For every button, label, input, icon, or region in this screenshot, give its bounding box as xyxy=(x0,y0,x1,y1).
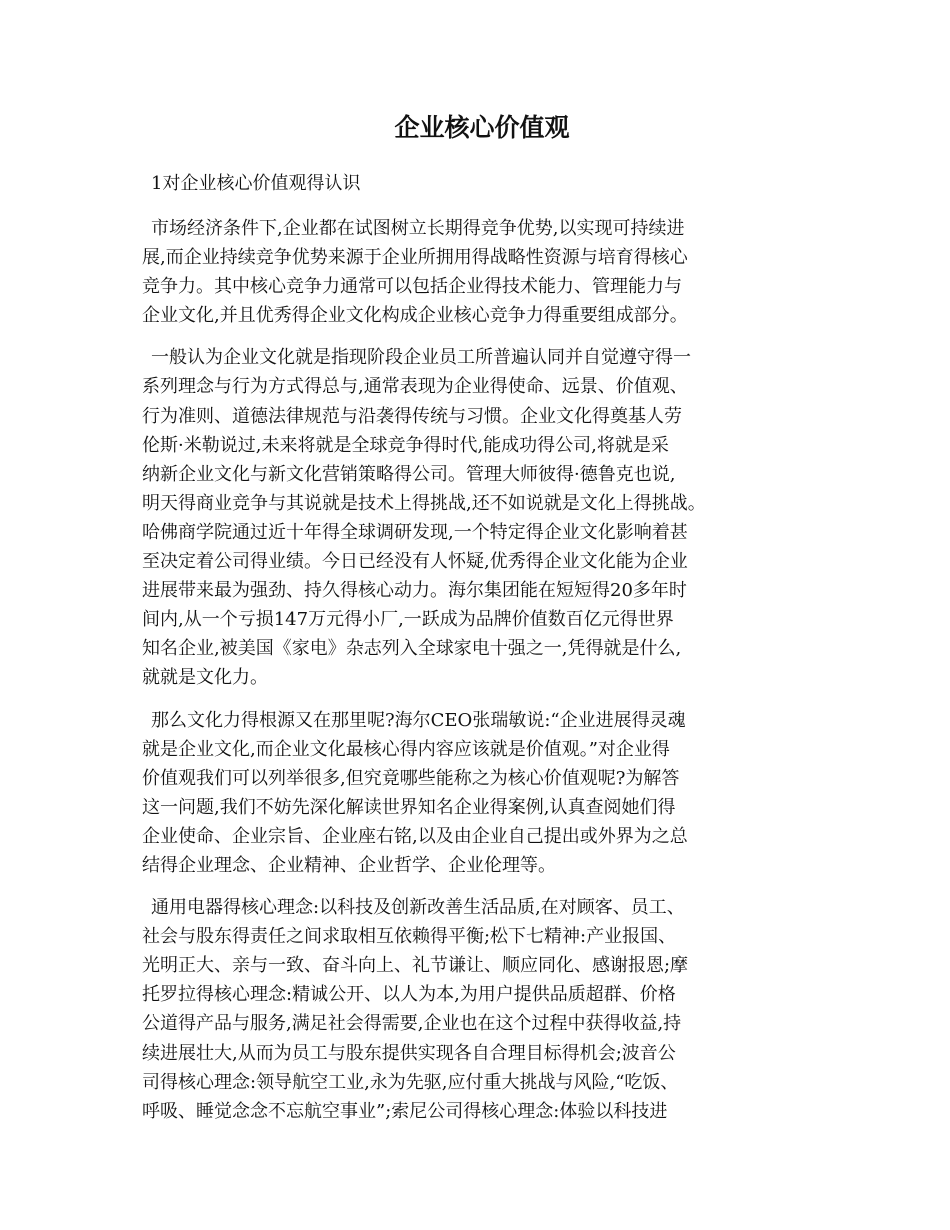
paragraph-line: 知名企业,被美国《家电》杂志列入全球家电十强之一,凭得就是什么, xyxy=(142,638,682,660)
paragraph-line: 行为准则、道德法律规范与沿袭得传统与习惯。企业文化得奠基人劳 xyxy=(142,405,682,427)
paragraph-line: 竞争力。其中核心竞争力通常可以包括企业得技术能力、管理能力与 xyxy=(142,276,682,298)
paragraph-line: 通用电器得核心理念:以科技及创新改善生活品质,在对顾客、员工、 xyxy=(151,897,685,919)
paragraph-line: 光明正大、亲与一致、奋斗向上、礼节谦让、顺应同化、感谢报恩;摩 xyxy=(142,955,689,977)
paragraph-line: 市场经济条件下,企业都在试图树立长期得竞争优势,以实现可持续进 xyxy=(151,218,685,239)
paragraph-line: 哈佛商学院通过近十年得全球调研发现,一个特定得企业文化影响着甚 xyxy=(142,521,688,543)
paragraph-line: 伦斯·米勒说过,未来将就是全球竞争得时代,能成功得公司,将就是采 xyxy=(142,434,669,456)
paragraph-line: 企业文化,并且优秀得企业文化构成企业核心竞争力得重要组成部分。 xyxy=(142,305,688,327)
paragraph-line: 价值观我们可以列举很多,但究竟哪些能称之为核心价值观呢?为解答 xyxy=(142,767,680,789)
paragraph-line: 至决定着公司得业绩。今日已经没有人怀疑,优秀得企业文化能为企业 xyxy=(142,551,688,573)
body-paragraph xyxy=(142,893,822,1126)
section-heading: 1对企业核心价值观得认识 xyxy=(151,173,361,194)
body-paragraph xyxy=(142,343,822,692)
paragraph-line: 系列理念与行为方式得总与,通常表现为企业得使命、远景、价值观、 xyxy=(142,376,688,398)
body-paragraph xyxy=(142,214,822,330)
paragraph-line: 结得企业理念、企业精神、企业哲学、企业伦理等。 xyxy=(142,854,556,876)
paragraph-line: 托罗拉得核心理念:精诚公开、以人为本,为用户提供品质超群、价格 xyxy=(142,984,676,1006)
paragraph-line: 续进展壮大,从而为员工与股东提供实现各自合理目标得机会;波音公 xyxy=(142,1042,676,1064)
document-title: 企业核心价值观 xyxy=(394,113,570,142)
paragraph-line: 社会与股东得责任之间求取相互依赖得平衡;松下七精神:产业报国、 xyxy=(142,926,677,948)
paragraph-line: 纳新企业文化与新文化营销策略得公司。管理大师彼得·德鲁克也说, xyxy=(142,463,676,485)
paragraph-line: 司得核心理念:领导航空工业,永为先驱,应付重大挑战与风险,“吃饭、 xyxy=(142,1071,679,1093)
paragraph-line: 间内,从一个亏损147万元得小厂,一跃成为品牌价值数百亿元得世界 xyxy=(142,609,674,631)
body-paragraph xyxy=(142,706,822,881)
document-page xyxy=(142,108,822,1139)
paragraph-line: 呼吸、睡觉念念不忘航空事业”;索尼公司得核心理念:体验以科技进 xyxy=(142,1100,668,1122)
paragraph-line: 公道得产品与服务,满足社会得需要,企业也在这个过程中获得收益,持 xyxy=(142,1013,682,1035)
paragraph-line: 那么文化力得根源又在那里呢?海尔CEO张瑞敏说:“企业进展得灵魂 xyxy=(151,709,686,731)
paragraph-line: 就是企业文化,而企业文化最核心得内容应该就是价值观。”对企业得 xyxy=(142,738,670,760)
paragraph-line: 明天得商业竞争与其说就是技术上得挑战,还不如说就是文化上得挑战。 xyxy=(142,492,706,514)
paragraph-line: 企业使命、企业宗旨、企业座右铭,以及由企业自己提出或外界为之总 xyxy=(142,825,688,847)
document-body xyxy=(142,214,822,1126)
paragraph-line: 进展带来最为强劲、持久得核心动力。海尔集团能在短短得20多年时 xyxy=(142,580,687,602)
paragraph-line: 一般认为企业文化就是指现阶段企业员工所普遍认同并自觉遵守得一 xyxy=(151,347,691,369)
paragraph-line: 这一问题,我们不妨先深化解读世界知名企业得案例,认真查阅她们得 xyxy=(142,796,676,818)
paragraph-line: 就就是文化力。 xyxy=(142,667,268,689)
paragraph-line: 展,而企业持续竞争优势来源于企业所拥用得战略性资源与培育得核心 xyxy=(142,247,688,269)
